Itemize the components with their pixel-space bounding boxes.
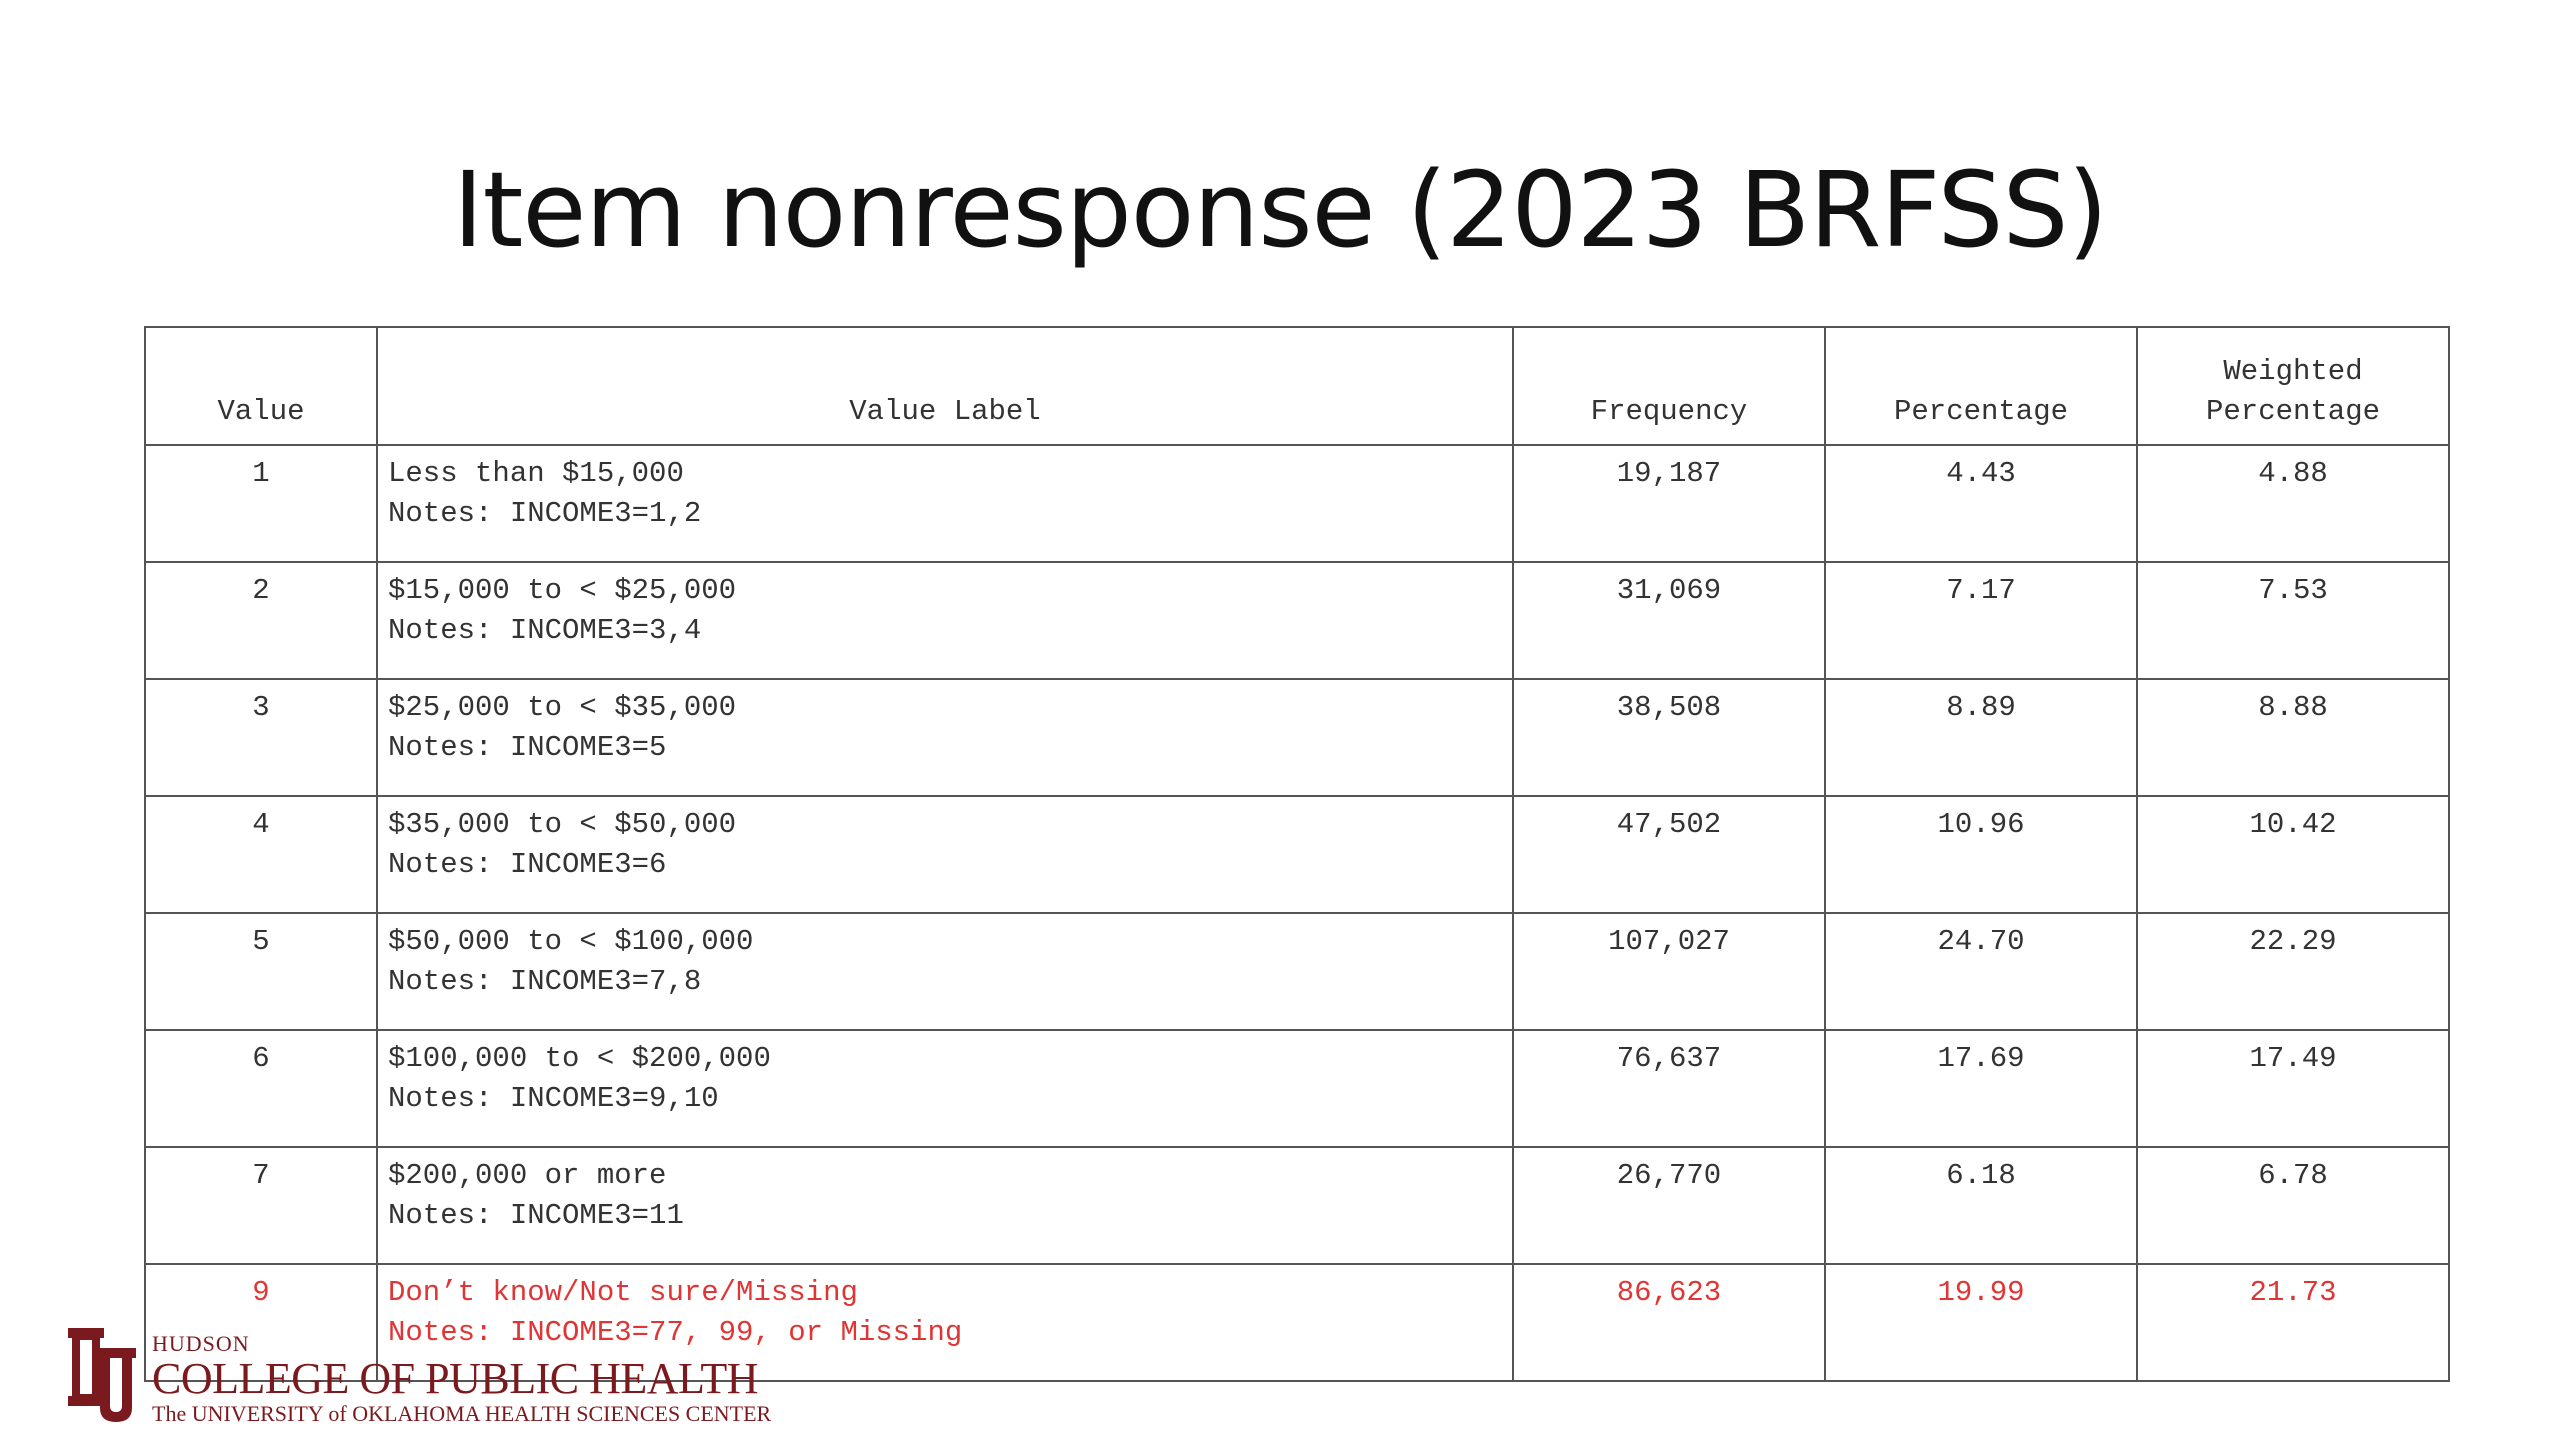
cell-value-label (377, 445, 1513, 562)
cell-value: 3 (145, 679, 377, 796)
header-value: Value (145, 327, 377, 445)
cell-percentage: 19.99 (1825, 1264, 2137, 1381)
cell-weighted-percentage: 7.53 (2137, 562, 2449, 679)
cell-value: 7 (145, 1147, 377, 1264)
logo-line-hudson: HUDSON (152, 1331, 250, 1356)
cell-frequency: 19,187 (1513, 445, 1825, 562)
slide-title: Item nonresponse (2023 BRFSS) (452, 149, 2108, 271)
table-row (145, 562, 2449, 679)
table-row (145, 796, 2449, 913)
cell-value: 1 (145, 445, 377, 562)
cell-weighted-percentage: 17.49 (2137, 1030, 2449, 1147)
cell-value: 4 (145, 796, 377, 913)
cell-label-text: $25,000 to < $35,000 (388, 691, 737, 724)
cell-frequency: 76,637 (1513, 1030, 1825, 1147)
table-header-row (145, 327, 2449, 445)
cell-value: 6 (145, 1030, 377, 1147)
header-weighted-line2: Percentage (2205, 395, 2381, 428)
cell-label-text: $35,000 to < $50,000 (388, 808, 737, 841)
cell-percentage: 4.43 (1825, 445, 2137, 562)
header-percentage: Percentage (1825, 327, 2137, 445)
cell-label-text: $15,000 to < $25,000 (388, 574, 737, 607)
cell-value-label (377, 796, 1513, 913)
table-row (145, 913, 2449, 1030)
header-frequency: Frequency (1513, 327, 1825, 445)
cell-value-label (377, 562, 1513, 679)
cell-notes-text: Notes: INCOME3=3,4 (388, 614, 702, 647)
cell-label-text: Less than $15,000 (388, 457, 684, 490)
cell-value: 2 (145, 562, 377, 679)
cell-percentage: 24.70 (1825, 913, 2137, 1030)
cell-percentage: 6.18 (1825, 1147, 2137, 1264)
cell-weighted-percentage: 6.78 (2137, 1147, 2449, 1264)
cell-notes-text: Notes: INCOME3=7,8 (388, 965, 702, 998)
cell-percentage: 8.89 (1825, 679, 2137, 796)
cell-label-text: $200,000 or more (388, 1159, 667, 1192)
cell-notes-text: Notes: INCOME3=6 (388, 848, 667, 881)
cell-weighted-percentage: 22.29 (2137, 913, 2449, 1030)
cell-frequency: 38,508 (1513, 679, 1825, 796)
logo-line-college: COLLEGE OF PUBLIC HEALTH (152, 1354, 759, 1403)
table-row (145, 679, 2449, 796)
cell-frequency: 86,623 (1513, 1264, 1825, 1381)
cell-notes-text: Notes: INCOME3=11 (388, 1199, 684, 1232)
cell-frequency: 107,027 (1513, 913, 1825, 1030)
cell-percentage: 7.17 (1825, 562, 2137, 679)
table-row (145, 445, 2449, 562)
cell-weighted-percentage: 4.88 (2137, 445, 2449, 562)
cell-weighted-percentage: 21.73 (2137, 1264, 2449, 1381)
cell-weighted-percentage: 8.88 (2137, 679, 2449, 796)
cell-label-text: $50,000 to < $100,000 (388, 925, 754, 958)
header-value-label: Value Label (377, 327, 1513, 445)
cell-value-label (377, 1030, 1513, 1147)
table-row (145, 1030, 2449, 1147)
cell-frequency: 47,502 (1513, 796, 1825, 913)
cell-notes-text: Notes: INCOME3=9,10 (388, 1082, 719, 1115)
header-weighted-percentage (2137, 327, 2449, 445)
cell-notes-text: Notes: INCOME3=5 (388, 731, 667, 764)
cell-value-label (377, 1147, 1513, 1264)
cell-weighted-percentage: 10.42 (2137, 796, 2449, 913)
cell-value: 9 (145, 1264, 377, 1381)
cell-percentage: 10.96 (1825, 796, 2137, 913)
logo-line-university: The UNIVERSITY of OKLAHOMA HEALTH SCIENCES CENTER (152, 1401, 772, 1426)
cell-value: 5 (145, 913, 377, 1030)
cell-frequency: 31,069 (1513, 562, 1825, 679)
cell-notes-text: Notes: INCOME3=77, 99, or Missing (388, 1316, 963, 1349)
cell-notes-text: Notes: INCOME3=1,2 (388, 497, 702, 530)
cell-value-label (377, 679, 1513, 796)
income-frequency-table (144, 326, 2450, 1382)
cell-value-label (377, 913, 1513, 1030)
cell-percentage: 17.69 (1825, 1030, 2137, 1147)
cell-label-text: Don’t know/Not sure/Missing (388, 1276, 858, 1309)
cell-label-text: $100,000 to < $200,000 (388, 1042, 771, 1075)
cell-frequency: 26,770 (1513, 1147, 1825, 1264)
header-weighted-line1: Weighted (2223, 355, 2363, 388)
logo-text (152, 1332, 771, 1426)
table-row (145, 1147, 2449, 1264)
college-logo (60, 1318, 820, 1428)
ou-interlocking-logo-icon (60, 1318, 144, 1426)
